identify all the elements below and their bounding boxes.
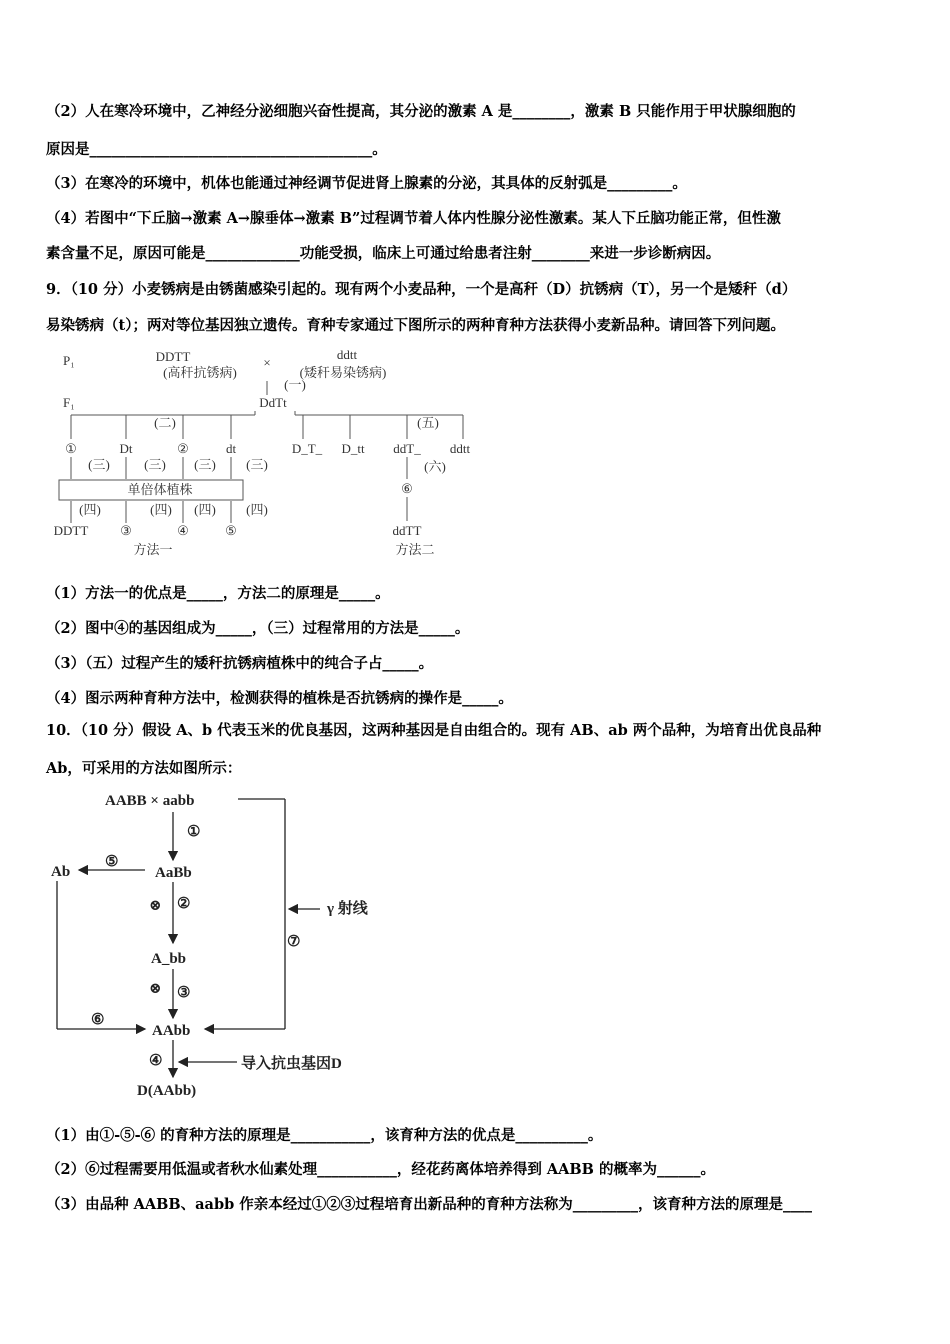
q10-answer-2: （2）⑥过程需要用低温或者秋水仙素处理___________，经花药离体培养得到 AABB 的概率为______。: [46, 1161, 715, 1178]
self-cross-symbol-2: ⊗: [149, 981, 162, 997]
step-3: ③: [177, 985, 191, 1001]
step-four-b: (四): [150, 502, 172, 517]
gamma-ray-label: γ 射线: [327, 901, 368, 917]
step-three-b: (三): [144, 457, 166, 472]
step-six: (六): [424, 459, 446, 474]
step-4: ④: [149, 1053, 163, 1069]
p1-label: P₁: [63, 353, 75, 368]
step-7: ⑦: [287, 934, 301, 950]
parent2-desc: (矮秆易染锈病): [299, 365, 387, 380]
q10-line-2: Ab，可采用的方法如图所示：: [46, 760, 242, 777]
parent2-genotype: ddtt: [336, 347, 358, 362]
m2-type-4: ddtt: [449, 441, 471, 456]
step-one: (一): [284, 377, 306, 392]
step-1: ①: [187, 824, 201, 840]
q9-answer-4: （4）图示两种育种方法中，检测获得的植株是否抗锈病的操作是_____。: [46, 690, 513, 707]
parent1-genotype: DDTT: [155, 349, 191, 364]
step-5: ⑤: [105, 854, 119, 870]
circle-six: ⑥: [401, 481, 413, 496]
q9-answer-2: （2）图中④的基因组成为_____，（三）过程常用的方法是_____。: [46, 620, 470, 637]
aabb-target: AAbb: [152, 1023, 191, 1039]
parent1-desc: (高秆抗锈病): [163, 365, 237, 380]
breeding-diagram-q10: [45, 788, 385, 1104]
f1-label: F₁: [63, 395, 75, 410]
q8-line-3: （3）在寒冷的环境中，机体也能通过神经调节促进肾上腺素的分泌，其具体的反射弧是_________。: [46, 175, 687, 192]
q9-answer-1: （1）方法一的优点是_____，方法二的原理是_____。: [46, 585, 390, 602]
step-two: (二): [154, 415, 176, 430]
m1-result-3: ④: [177, 523, 189, 538]
ab-result: Ab: [51, 864, 71, 880]
parents-cross: AABB × aabb: [105, 793, 195, 809]
q8-line-4: （4）若图中“下丘脑→激素 A→腺垂体→激素 B”过程调节着人体内性腺分泌性激素。某人下丘脑功能正常，但性激: [46, 210, 781, 227]
step-2: ②: [177, 896, 191, 912]
gamete-4: dt: [225, 441, 237, 456]
step-five: (五): [417, 415, 439, 430]
haploid-plants: 单倍体植株: [127, 482, 193, 497]
gamete-2: Dt: [119, 441, 133, 456]
cross-symbol: ×: [263, 355, 271, 370]
f1-genotype: DdTt: [259, 395, 287, 410]
m2-type-3: ddT_: [393, 441, 421, 456]
m1-result-1: DDTT: [53, 523, 89, 538]
q9-answer-3: （3）（五）过程产生的矮秆抗锈病植株中的纯合子占_____。: [46, 655, 434, 672]
step-6: ⑥: [91, 1012, 105, 1028]
a-bb: A_bb: [151, 951, 187, 967]
step-three-d: (三): [246, 457, 268, 472]
gamete-1: ①: [65, 441, 77, 456]
method-two-label: 方法二: [395, 542, 435, 557]
q10-answer-3: （3）由品种 AABB、aabb 作亲本经过①②③过程培育出新品种的育种方法称为_________，该育种方法的原理是____: [46, 1196, 813, 1213]
m2-type-1: D_T_: [291, 441, 323, 456]
q8-line-1: （2）人在寒冷环境中，乙神经分泌细胞兴奋性提高，其分泌的激素 A 是________，激素 B 只能作用于甲状腺细胞的: [46, 103, 796, 120]
step-three-c: (三): [194, 457, 216, 472]
final-product: D(AAbb): [137, 1083, 197, 1099]
m1-result-2: ③: [120, 523, 132, 538]
q10-answer-1: （1）由①-⑤-⑥ 的育种方法的原理是___________，该育种方法的优点是__________。: [46, 1127, 603, 1144]
m2-type-2: D_tt: [341, 441, 365, 456]
step-four-a: (四): [79, 502, 101, 517]
breeding-diagram-q9: [45, 345, 485, 565]
q9-line-1: 9．（10 分）小麦锈病是由锈菌感染引起的。现有两个小麦品种，一个是高秆（D）抗锈病（T），另一个是矮秆（d）: [46, 281, 797, 298]
q8-line-5: 素含量不足，原因可能是_____________功能受损，临床上可通过给患者注射________来进一步诊断病因。: [46, 245, 721, 262]
q8-line-2: 原因是_______________________________________。: [46, 141, 387, 158]
q9-line-2: 易染锈病（t）；两对等位基因独立遗传。育种专家通过下图所示的两种育种方法获得小麦新品种。请回答下列问题。: [46, 317, 785, 334]
step-three-a: (三): [88, 457, 110, 472]
method-one-label: 方法一: [133, 542, 173, 557]
q10-line-1: 10．（10 分）假设 A、b 代表玉米的优良基因，这两种基因是自由组合的。现有 AB、ab 两个品种，为培育出优良品种: [46, 722, 822, 739]
m2-result: ddTT: [392, 523, 422, 538]
step-four-d: (四): [246, 502, 268, 517]
self-cross-symbol-1: ⊗: [149, 898, 162, 914]
step-four-c: (四): [194, 502, 216, 517]
gene-insertion-label: 导入抗虫基因D: [241, 1056, 342, 1072]
m1-result-4: ⑤: [225, 523, 237, 538]
gamete-3: ②: [177, 441, 189, 456]
aabb-f1: AaBb: [155, 865, 192, 881]
